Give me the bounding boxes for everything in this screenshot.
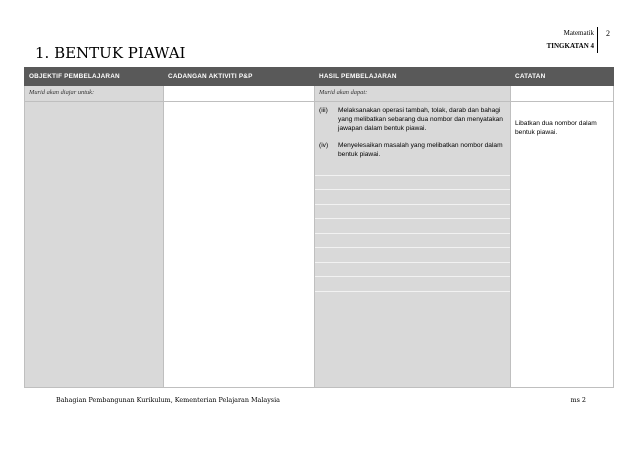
objective-intro-text: Murid akan diajar untuk: (29, 89, 95, 96)
outcome-intro-cell (315, 86, 511, 102)
rule-line (315, 263, 510, 278)
objective-intro-cell (25, 86, 164, 102)
curriculum-table (24, 67, 614, 388)
table-intro-row (25, 86, 614, 102)
outcome-intro-text: Murid akan dapat: (319, 89, 368, 96)
header-page-number: 2 (597, 27, 610, 53)
rule-line (315, 161, 510, 176)
table-header-row (25, 68, 614, 86)
column-header-objective: OBJEKTIF PEMBELAJARAN (25, 68, 164, 86)
table-body-row (25, 102, 614, 388)
rule-line (315, 205, 510, 220)
page-title: 1. BENTUK PIAWAI (35, 44, 186, 62)
activity-intro-cell (164, 86, 315, 102)
outcome-text: Menyelesaikan masalah yang melibatkan nombor dalam bentuk piawai. (338, 141, 503, 158)
ruled-lines (315, 161, 510, 292)
outcome-number: (iv) (319, 141, 329, 149)
rule-line (315, 190, 510, 205)
footer-page-number: ms 2 (570, 396, 586, 404)
outcome-number: (iii) (319, 107, 328, 114)
rule-line (315, 176, 510, 191)
outcome-item (315, 102, 510, 134)
column-header-outcome: HASIL PEMBELAJARAN (315, 68, 511, 86)
page-footer (56, 396, 586, 404)
note-text: Libatkan dua nombor dalam bentuk piawai. (515, 120, 597, 137)
notes-intro-cell (511, 86, 614, 102)
column-header-activity: CADANGAN AKTIVITI P&P (164, 68, 315, 86)
notes-cell (511, 102, 614, 388)
level-label: TINGKATAN 4 (546, 42, 594, 50)
objective-cell (25, 102, 164, 388)
page-header (547, 27, 598, 53)
rule-line (315, 219, 510, 234)
activity-cell (164, 102, 315, 388)
subject-label: Matematik (563, 29, 594, 37)
rule-line (315, 248, 510, 263)
column-header-notes: CATATAN (511, 68, 614, 86)
outcome-text: Melaksanakan operasi tambah, tolak, darab dan bahagi yang melibatkan sebarang dua nombor dan menyatakan jawapan dalam bentuk piawai. (338, 107, 503, 133)
rule-line (315, 277, 510, 292)
outcome-item (315, 134, 510, 159)
rule-line (315, 234, 510, 249)
outcome-cell (315, 102, 511, 388)
footer-publisher: Bahagian Pembangunan Kurikulum, Kementerian Pelajaran Malaysia (56, 396, 280, 404)
